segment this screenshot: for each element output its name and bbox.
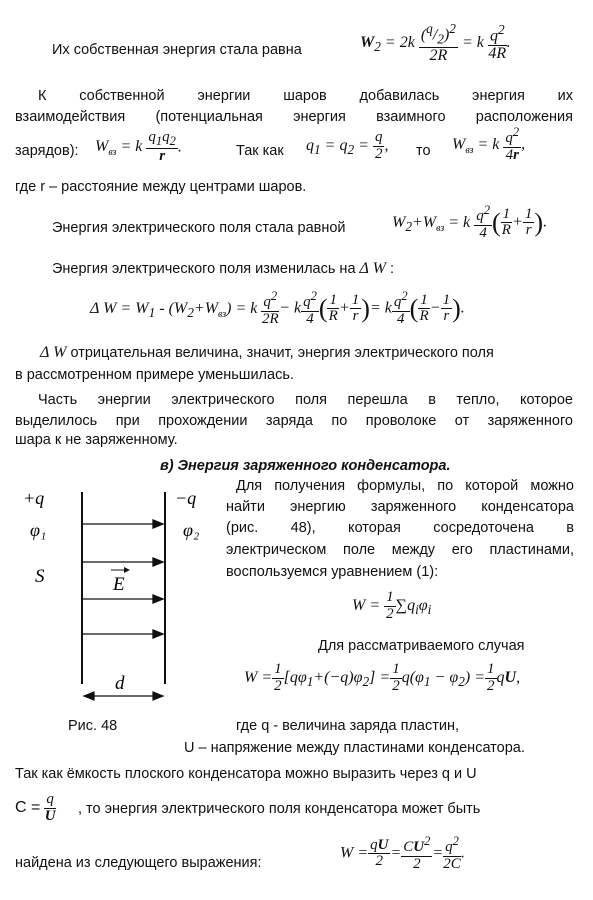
text-negative-1: Δ W отрицательная величина, значит, энергия электрического поля — [40, 344, 494, 361]
para-interaction-1: К собственной энергии шаров добавилась энергия их — [38, 88, 573, 104]
text-case: Для рассматриваемого случая — [318, 638, 525, 654]
para-interaction-3: зарядов): — [15, 143, 79, 159]
cap-text-2: найти энергию заряженного конденсатора — [226, 499, 574, 515]
section-heading: в) Энергия заряженного конденсатора. — [160, 458, 451, 474]
text-heat-2: выделилось при прохождении заряда по проволоке от заряженного — [15, 413, 573, 429]
para-interaction-2: взаимодействия (потенциальная энергия взаимного расположения — [15, 109, 573, 125]
text-to: то — [416, 143, 431, 159]
cap-text-4: электрическом поле между его пластинами, — [226, 542, 574, 558]
text-field-energy-now: Энергия электрического поля стала равной — [52, 220, 346, 236]
field-e-label: E — [113, 574, 125, 595]
text-own-energy: Их собственная энергия стала равна — [52, 42, 302, 58]
formula-w2: $W_2 = 2k$ $\frac{(^q/_2)^2}{2R}$ = k $\frac{q^2}{4R}$ . — [360, 21, 511, 64]
plus-q-label: +q — [23, 488, 45, 508]
text-capacity: Так как ёмкость плоского конденсатора можно выразить через q и U — [15, 766, 477, 782]
minus-q-label: −q — [175, 488, 197, 508]
formula-capacity: C = $\frac{q}{U}$ — [15, 791, 56, 824]
distance-d-label: d — [115, 673, 125, 694]
formula-capacitor: W = $\frac{1}{2}$ $[q\varphi_1+(-q)\varphi_2]$ = $\frac{1}{2}$ $q(\varphi_1 - \varphi_2)$ = $\frac{1}{2}$ qU, — [244, 661, 521, 694]
text-where-q: где q - величина заряда пластин, — [236, 718, 460, 734]
cap-text-5: воспользуемся уравнением (1): — [226, 564, 439, 580]
text-capacity-2: , то энергия электрического поля конденсатора может быть — [78, 801, 481, 817]
text-negative-2: в рассмотренном примере уменьшилась. — [15, 367, 294, 383]
text-r-definition: где r – расстояние между центрами шаров. — [15, 179, 307, 195]
text-heat-1: Часть энергии электрического поля перешла в тепло, которое — [38, 392, 573, 408]
cap-text-1: Для получения формулы, по которой можно — [236, 478, 574, 494]
phi1-label: φ₁ — [30, 520, 47, 540]
text-final: найдена из следующего выражения: — [15, 855, 262, 871]
text-where-u: U – напряжение между пластинами конденсатора. — [184, 740, 525, 756]
cap-text-3: (рис. 48), которая сосредоточена в — [226, 520, 574, 536]
area-s-label: S — [35, 566, 45, 587]
figure-caption: Рис. 48 — [68, 718, 118, 734]
text-field-changed: Энергия электрического поля изменилась на Δ W : — [52, 260, 395, 277]
formula-wvz2: $W_{вз} = k$ $\frac{q^2}{4r}$ , — [452, 125, 526, 163]
formula-sum: W = $\frac{1}{2}$ $\sum q_i\varphi_i$ — [352, 589, 432, 622]
formula-final: W = $\frac{qU}{2}$ = $\frac{CU^2}{2}$ = $\frac{q^2}{2C}$ . — [340, 834, 465, 872]
capacitor-figure — [15, 484, 225, 714]
formula-field-energy: $W_2+W_{вз} = k$ $\frac{q^2}{4}$ ( $\frac{1}{R}$ + $\frac{1}{r}$ ). — [392, 203, 548, 241]
text-tak-kak: Так как — [236, 143, 284, 159]
formula-delta-w: Δ $W = W_1 - (W_2+W_{вз}) = k$ $\frac{q^2}{2R}$ − k $\frac{q^2}{4}$ ( $\frac{1}{R}$ + $\frac{1}{r}$ )= k $\frac{q^2}{4}$ ( $\frac{1}{R}$ − $\frac{1}{r}$ ). — [90, 289, 465, 327]
formula-q1q2: $q_1 = q_2$ = $\frac{q}{2}$ , — [306, 129, 389, 162]
phi2-label: φ₂ — [183, 520, 200, 540]
text-heat-3: шара к не заряженному. — [15, 432, 178, 448]
formula-wvz: $W_{вз} = k$ $\frac{q_1q_2}{r}$ . — [95, 129, 182, 165]
